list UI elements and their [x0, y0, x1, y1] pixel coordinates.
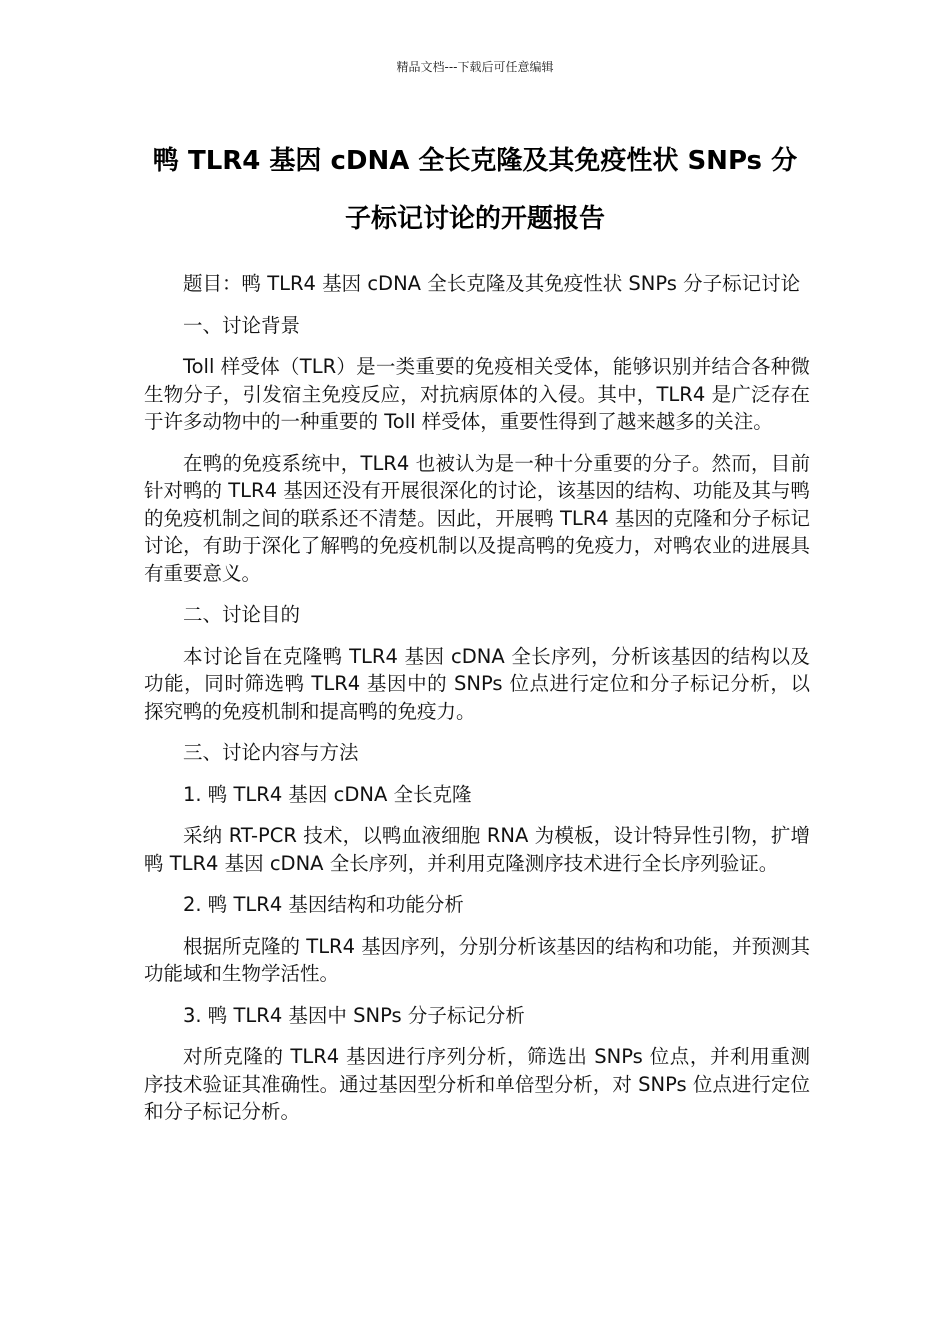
header-note: 精品文档---下载后可任意编辑	[396, 60, 554, 74]
background-paragraph-1: Toll 样受体（TLR）是一类重要的免疫相关受体，能够识别并结合各种微生物分子，引发宿主免疫反应，对抗病原体的入侵。其中，TLR4 是广泛存在于许多动物中的一种重要的 Toll 样受体，重要性得到了越来越多的关注。	[144, 355, 810, 433]
method-1-paragraph: 采纳 RT-PCR 技术，以鸭血液细胞 RNA 为模板，设计特异性引物，扩增鸭 TLR4 基因 cDNA 全长序列，并利用克隆测序技术进行全长序列验证。	[144, 824, 810, 875]
section-heading-background: 一、讨论背景	[183, 313, 301, 337]
document-body	[144, 270, 810, 1140]
method-1-heading: 1. 鸭 TLR4 基因 cDNA 全长克隆	[183, 782, 472, 806]
topic-line: 题目：鸭 TLR4 基因 cDNA 全长克隆及其免疫性状 SNPs 分子标记讨论	[183, 272, 801, 295]
document-title: 鸭 TLR4 基因 cDNA 全长克隆及其免疫性状 SNPs 分子标记讨论的开题报告	[152, 146, 798, 234]
purpose-paragraph: 本讨论旨在克隆鸭 TLR4 基因 cDNA 全长序列，分析该基因的结构以及功能，同时筛选鸭 TLR4 基因中的 SNPs 位点进行定位和分子标记分析，以探究鸭的免疫机制和提高鸭的免疫力。	[144, 644, 810, 723]
method-3-paragraph: 对所克隆的 TLR4 基因进行序列分析，筛选出 SNPs 位点，并利用重测序技术验证其准确性。通过基因型分析和单倍型分析，对 SNPs 位点进行定位和分子标记分析。	[144, 1045, 810, 1123]
section-heading-purpose: 二、讨论目的	[183, 603, 301, 626]
section-heading-methods: 三、讨论内容与方法	[183, 741, 359, 764]
method-2-paragraph: 根据所克隆的 TLR4 基因序列，分别分析该基因的结构和功能，并预测其功能域和生物学活性。	[144, 934, 810, 985]
method-2-heading: 2. 鸭 TLR4 基因结构和功能分析	[183, 893, 464, 916]
background-paragraph-2: 在鸭的免疫系统中，TLR4 也被认为是一种十分重要的分子。然而，目前针对鸭的 TLR4 基因还没有开展很深化的讨论，该基因的结构、功能及其与鸭的免疫机制之间的联系还不清楚。因此，开展鸭 TLR4 基因的克隆和分子标记讨论，有助于深化了解鸭的免疫机制以及提高鸭的免疫力，对鸭农业的进展具有重要意义。	[144, 451, 810, 585]
method-3-heading: 3. 鸭 TLR4 基因中 SNPs 分子标记分析	[183, 1003, 525, 1027]
